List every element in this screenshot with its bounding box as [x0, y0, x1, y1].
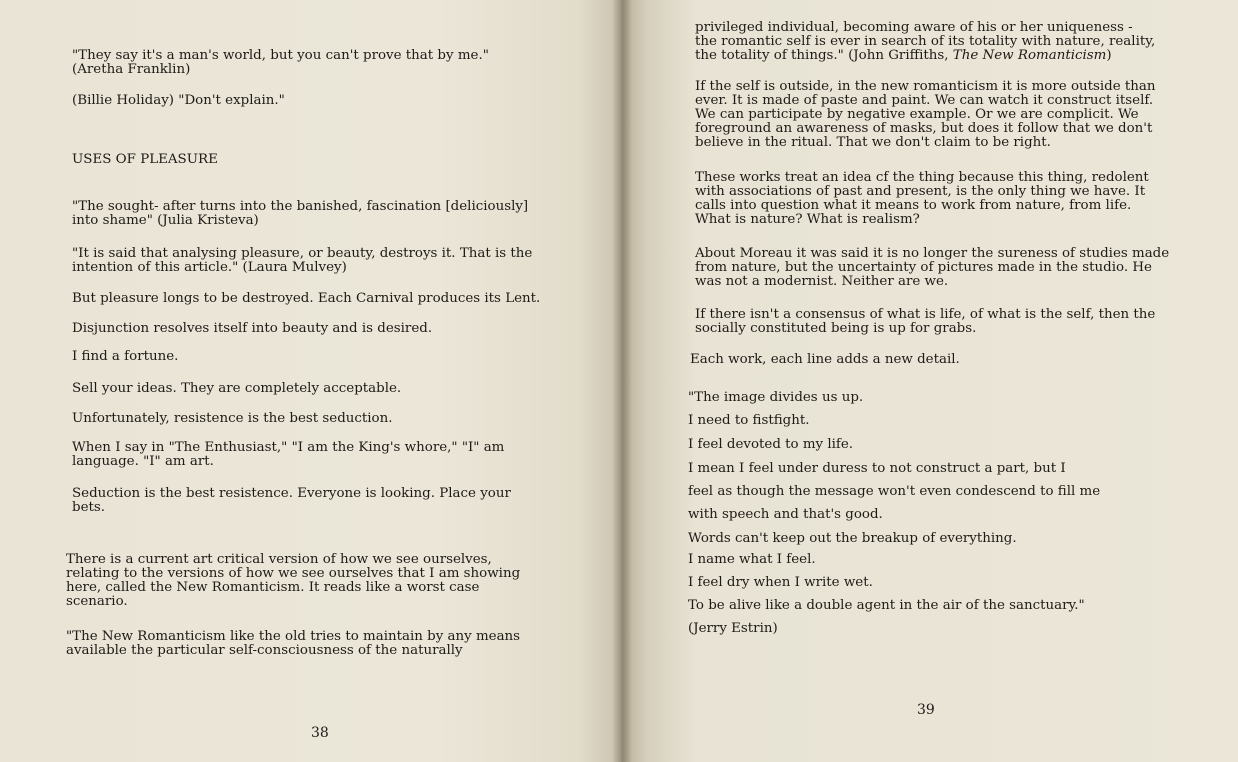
poem-line: feel as though the message won't even condescend to fill me [688, 484, 1101, 499]
paragraph: These works treat an idea cf the thing because this thing, redolent with associations of past and present, is the only thing we have. It calls into question what it means to work from nature, from life. What is nature? What is realism? [695, 170, 1149, 227]
paragraph: About Moreau it was said it is no longer the sureness of studies made from nature, but the uncertainty of pictures made in the studio. He was not a modernist. Neither are we. [695, 246, 1170, 289]
poem-attribution: (Jerry Estrin) [688, 621, 778, 636]
paragraph: "It is said that analysing pleasure, or beauty, destroys it. That is the intention of this article." (Laura Mulvey) [72, 246, 533, 275]
poem-line: Words can't keep out the breakup of everything. [688, 531, 1017, 546]
poem-line: To be alive like a double agent in the air of the sanctuary." [688, 598, 1085, 613]
poem-line: I feel devoted to my life. [688, 437, 854, 452]
paragraph: Unfortunately, resistence is the best seduction. [72, 411, 393, 426]
paragraph: When I say in "The Enthusiast," "I am the King's whore," "I" am language. "I" am art. [72, 440, 505, 469]
paragraph: If there isn't a consensus of what is life, of what is the self, then the socially constituted being is up for grabs. [695, 307, 1156, 336]
book-gutter [612, 0, 632, 762]
paragraph: But pleasure longs to be destroyed. Each Carnival produces its Lent. [72, 291, 541, 306]
paragraph: If the self is outside, in the new romanticism it is more outside than ever. It is made of paste and paint. We can watch it construct itself. We can participate by negative example. Or we are complicit. We foreground an awareness of masks, but does it follow that we don't believe in the ritual. That we don't claim to be right. [695, 79, 1156, 150]
paragraph: Sell your ideas. They are completely acceptable. [72, 381, 402, 396]
paragraph: Disjunction resolves itself into beauty and is desired. [72, 321, 433, 336]
poem-line: "The image divides us up. [688, 390, 864, 405]
paragraph: "The New Romanticism like the old tries to maintain by any means available the particular self-consciousness of the naturally [66, 629, 521, 658]
paragraph: privileged individual, becoming aware of his or her uniqueness - the romantic self is ever in search of its totality with nature, reality, the totality of things." (John Griffiths, The New Romanticism) [695, 20, 1156, 63]
paragraph: I find a fortune. [72, 349, 179, 364]
poem-line: I feel dry when I write wet. [688, 575, 873, 590]
page-number: 38 [311, 725, 329, 741]
right-page [622, 0, 1238, 762]
paragraph: Seduction is the best resistence. Everyone is looking. Place your bets. [72, 486, 511, 515]
poem-line: I mean I feel under duress to not construct a part, but I [688, 461, 1066, 476]
poem-line: I need to fistfight. [688, 413, 810, 428]
paragraph: "The sought- after turns into the banished, fascination [deliciously] into shame" (Julia Kristeva) [72, 199, 529, 228]
paragraph: There is a current art critical version of how we see ourselves, relating to the versions of how we see ourselves that I am showing here, called the New Romanticism. It reads like a worst case scenario. [66, 552, 521, 609]
paragraph: (Billie Holiday) "Don't explain." [72, 93, 285, 108]
page-number: 39 [917, 702, 935, 718]
paragraph: "They say it's a man's world, but you can't prove that by me." (Aretha Franklin) [72, 48, 489, 77]
section-heading: USES OF PLEASURE [72, 152, 218, 167]
poem-line: with speech and that's good. [688, 507, 883, 522]
poem-line: I name what I feel. [688, 552, 816, 567]
paragraph: Each work, each line adds a new detail. [690, 352, 960, 367]
